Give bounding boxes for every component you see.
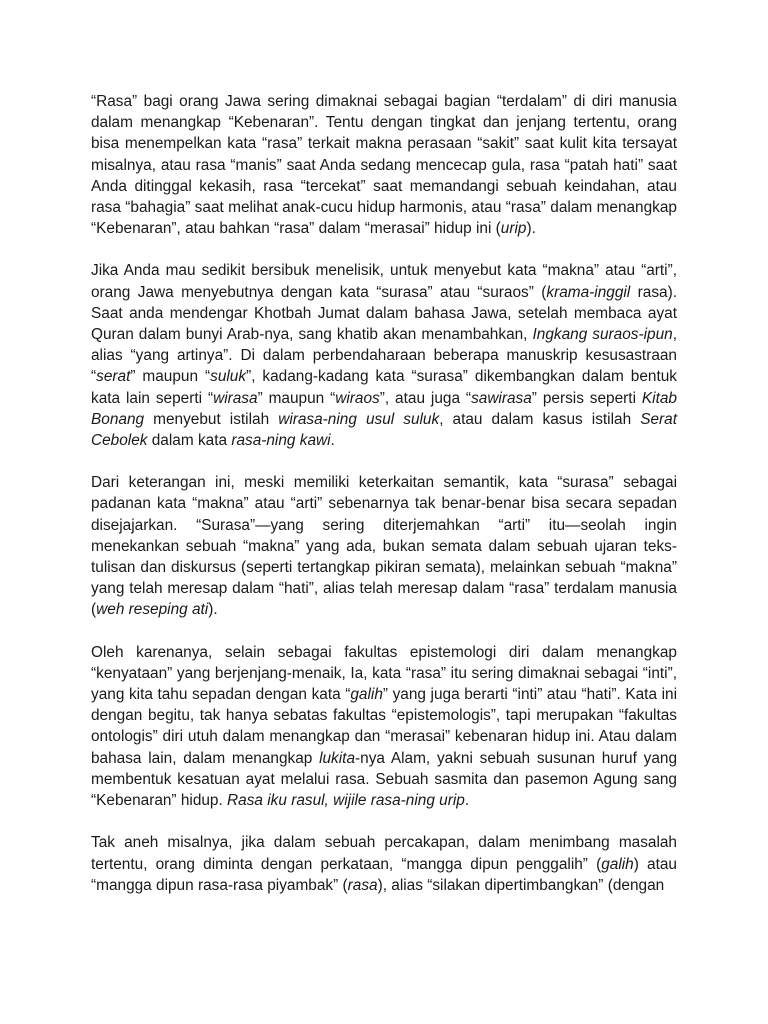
- text-segment: ” yang juga berarti “inti” atau “hati”. Kata ini dengan begitu, tak hanya sebatas fakultas “epistemologis”, tapi merupakan “fakultas ontologis” diri utuh dalam menangkap dan “merasai” kebenaran hidup ini. Atau dalam bahasa lain, dalam menangkap: [91, 686, 677, 767]
- italic-text-segment: Serat Cebolek: [91, 410, 677, 450]
- paragraph-3: [91, 472, 677, 620]
- italic-text-segment: rasa-ning kawi: [231, 432, 331, 450]
- text-segment: ” maupun “: [257, 389, 336, 407]
- italic-text-segment: wirasa-ning usul suluk: [278, 410, 440, 428]
- italic-text-segment: urip: [500, 220, 527, 238]
- text-segment: , atau dalam kasus istilah: [439, 410, 641, 428]
- italic-text-segment: Kitab Bonang: [91, 389, 677, 428]
- text-segment: -nya Alam, yakni sebuah susunan huruf yang membentuk kesatuan ayat melalui rasa. Sebuah sasmita dan pasemon Agung sang “Kebenaran” hidup.: [91, 749, 677, 810]
- text-segment: ” persis seperti: [531, 389, 642, 407]
- italic-text-segment: Ingkang suraos-ipun: [532, 326, 673, 344]
- paragraph-2: [91, 260, 677, 451]
- text-segment: Tak aneh misalnya, jika dalam sebuah percakapan, dalam menimbang masalah tertentu, orang diminta dengan perkataan, “mangga dipun penggalih” (: [91, 834, 677, 873]
- paragraph-4: [91, 642, 677, 812]
- italic-text-segment: krama-inggil: [546, 283, 631, 301]
- text-segment: Dari keterangan ini, meski memiliki keterkaitan semantik, kata “surasa” sebagai padanan kata “makna” atau “arti” sebenarnya tak benar-benar bisa secara sepadan disejajarkan. “Surasa”—yang sering diterjemahkan “arti” itu—seolah ingin menekankan sebuah “makna” yang ada, bukan semata dalam sebuah ujaran teks-tulisan dan diskursus (seperti tertangkap pikiran semata), melainkan sebuah “makna” yang telah meresap dalam “hati”, alias telah meresap dalam “rasa” terdalam manusia (: [91, 474, 677, 619]
- text-segment: .: [464, 792, 470, 810]
- italic-text-segment: galih: [601, 855, 634, 873]
- text-segment: dalam kata: [147, 432, 232, 450]
- text-segment: ) atau “mangga dipun rasa-rasa piyambak” (: [91, 855, 677, 894]
- text-segment: ).: [208, 601, 218, 619]
- italic-text-segment: wiraos: [335, 389, 380, 407]
- text-segment: ” maupun “: [130, 368, 211, 386]
- italic-text-segment: weh reseping ati: [96, 601, 209, 619]
- italic-text-segment: sawirasa: [471, 389, 532, 407]
- text-segment: menyebut istilah: [144, 410, 279, 428]
- text-segment: ”, atau juga “: [379, 389, 472, 407]
- italic-text-segment: rasa: [347, 876, 378, 894]
- text-segment: , alias “yang artinya”. Di dalam perbendaharaan beberapa manuskrip kesusastraan “: [91, 326, 677, 386]
- italic-text-segment: suluk: [210, 368, 247, 386]
- paragraph-5: [91, 832, 677, 896]
- text-segment: rasa). Saat anda mendengar Khotbah Jumat dalam bahasa Jawa, setelah membaca ayat Quran dalam bunyi Arab-nya, sang khatib akan menambahkan,: [91, 283, 677, 344]
- text-segment: .: [330, 432, 335, 450]
- text-segment: ), alias “silakan dipertimbangkan” (dengan: [377, 876, 665, 894]
- italic-text-segment: lukita: [319, 749, 356, 767]
- document-page: [91, 91, 677, 917]
- text-segment: Oleh karenanya, selain sebagai fakultas epistemologi diri dalam menangkap “kenyataan” yang berjenjang-menaik, Ia, kata “rasa” itu sering dimaknai sebagai “inti”, yang kita tahu sepadan dengan kata “: [91, 643, 677, 704]
- paragraph-1: [91, 91, 677, 239]
- text-segment: Jika Anda mau sedikit bersibuk menelisik, untuk menyebut kata “makna” atau “arti”, orang Jawa menyebutnya dengan kata “surasa” atau “suraos” (: [91, 262, 677, 301]
- italic-text-segment: galih: [350, 686, 383, 704]
- italic-text-segment: wirasa: [213, 389, 258, 407]
- text-segment: “Rasa” bagi orang Jawa sering dimaknai sebagai bagian “terdalam” di diri manusia dalam menangkap “Kebenaran”. Tentu dengan tingkat dan jenjang tertentu, orang bisa menempelkan kata “rasa” terkait makna perasaan “sakit” saat kulit kita tersayat misalnya, atau rasa “manis” saat Anda sedang mencecap gula, rasa “patah hati” saat Anda ditinggal kekasih, rasa “tercekat” saat memandangi sebuah keindahan, atau rasa “bahagia” saat melihat anak-cucu hidup harmonis, atau “rasa” dalam menangkap “Kebenaran”, atau bahkan “rasa” dalam “merasai” hidup ini (: [91, 93, 677, 238]
- italic-text-segment: serat: [96, 368, 131, 386]
- italic-text-segment: Rasa iku rasul, wijile rasa-ning urip: [227, 792, 465, 810]
- text-segment: ).: [526, 220, 536, 238]
- text-segment: ”, kadang-kadang kata “surasa” dikembangkan dalam bentuk kata lain seperti “: [91, 368, 677, 407]
